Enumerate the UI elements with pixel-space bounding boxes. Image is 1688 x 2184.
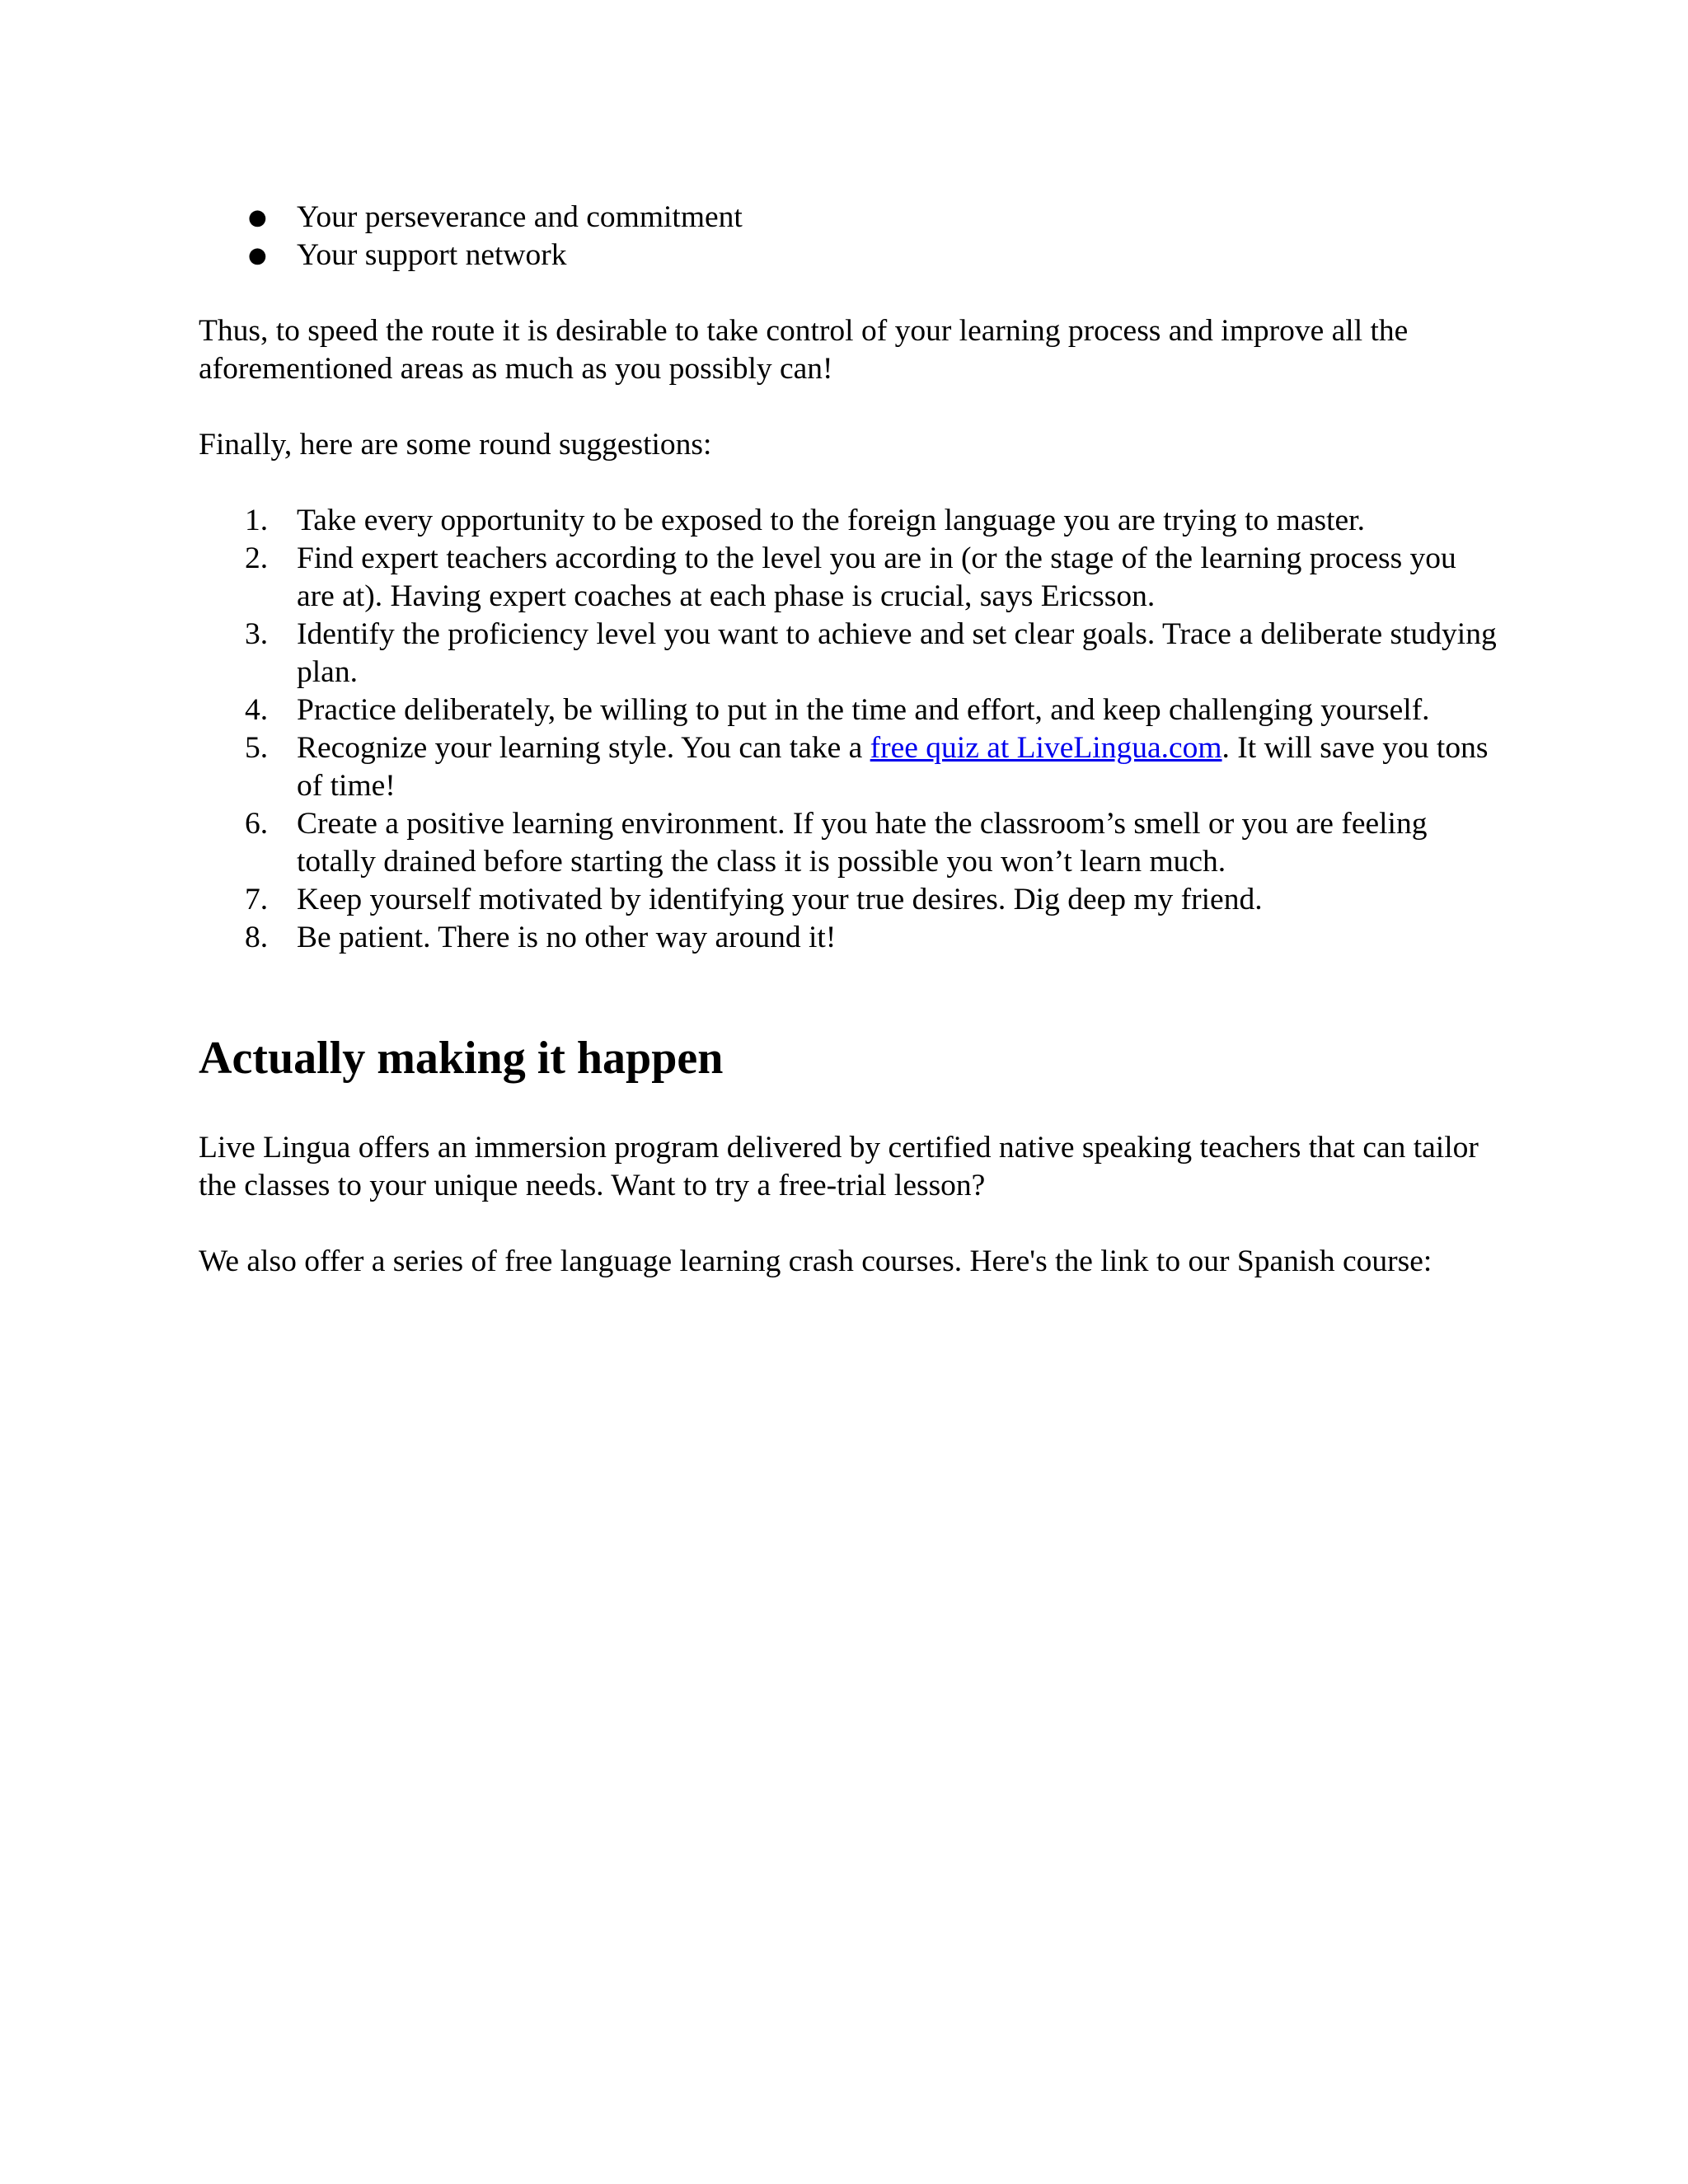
section-heading: Actually making it happen — [199, 1033, 724, 1084]
free-quiz-link[interactable]: free quiz at LiveLingua.com — [870, 731, 1222, 765]
list-item — [199, 616, 1501, 691]
list-item — [199, 502, 1501, 540]
list-item-text: Your perseverance and commitment — [297, 200, 743, 234]
list-number: 3. — [245, 617, 269, 651]
list-item-text: Practice deliberately, be willing to put in the time and effort, and keep challenging yourself. — [297, 693, 1430, 727]
list-item-text: Create a positive learning environment. If you hate the classroom’s smell or you are feeling totally drained before starting the class it is possible you won’t learn much. — [297, 807, 1428, 879]
list-number: 7. — [245, 883, 269, 916]
list-item-text: Identify the proficiency level you want to achieve and set clear goals. Trace a deliberate studying plan. — [297, 617, 1497, 689]
bullet-icon: ● — [248, 243, 267, 268]
list-number: 8. — [245, 921, 269, 954]
suggestions-list — [199, 502, 1501, 957]
list-item — [199, 199, 1501, 237]
list-number: 5. — [245, 731, 269, 765]
list-item-text-before-link: Recognize your learning style. You can take a — [297, 731, 870, 765]
list-item — [199, 881, 1501, 919]
list-item-text: Keep yourself motivated by identifying your true desires. Dig deep my friend. — [297, 883, 1263, 916]
list-item — [199, 729, 1501, 805]
list-number: 6. — [245, 807, 269, 841]
list-item — [199, 540, 1501, 616]
list-item — [199, 919, 1501, 957]
bullet-list — [199, 199, 1501, 274]
list-number: 4. — [245, 693, 269, 727]
list-item — [199, 237, 1501, 274]
list-item-text: Find expert teachers according to the level you are in (or the stage of the learning process you are at). Having expert coaches at each phase is crucial, says Ericsson. — [297, 541, 1456, 613]
list-number: 1. — [245, 504, 269, 537]
bullet-icon: ● — [248, 205, 267, 230]
paragraph-thus: Thus, to speed the route it is desirable to take control of your learning process and improve all the aforementioned areas as much as you possibly can! — [199, 314, 1409, 386]
list-number: 2. — [245, 541, 269, 575]
list-item-text: Take every opportunity to be exposed to the foreign language you are trying to master. — [297, 504, 1365, 537]
list-item-text: Be patient. There is no other way around it! — [297, 921, 837, 954]
paragraph-crash-courses: We also offer a series of free language learning crash courses. Here's the link to our Spanish course: — [199, 1244, 1432, 1278]
paragraph-finally: Finally, here are some round suggestions: — [199, 428, 712, 462]
paragraph-live-lingua: Live Lingua offers an immersion program delivered by certified native speaking teachers that can tailor the classes to your unique needs. Want to try a free-trial lesson? — [199, 1131, 1479, 1202]
list-item-text: Your support network — [297, 238, 567, 272]
list-item — [199, 691, 1501, 729]
list-item — [199, 805, 1501, 881]
list-item-text-after-link: . It will save you tons of time! — [297, 731, 1489, 803]
